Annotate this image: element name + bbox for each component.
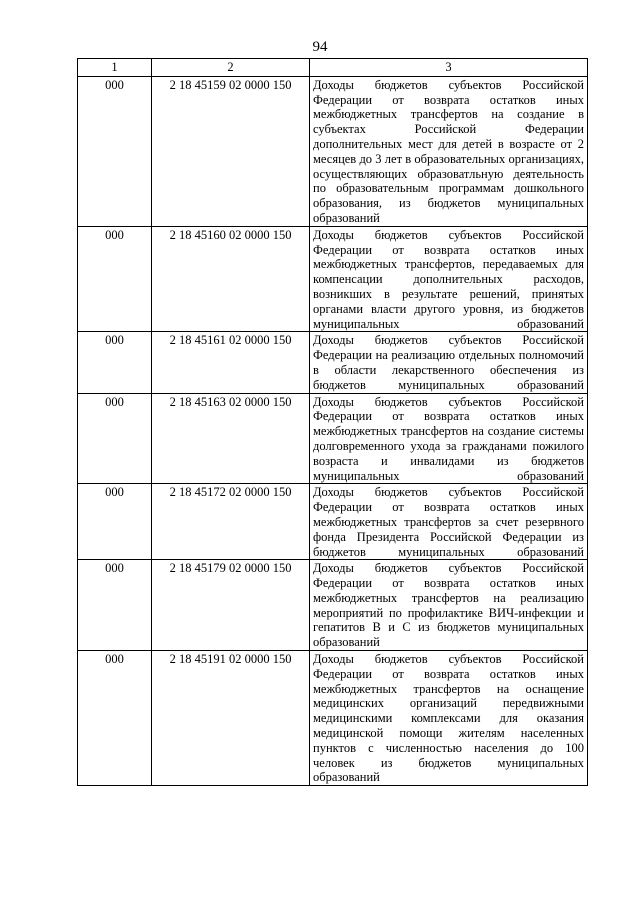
- budget-code-cell: 2 18 45163 02 0000 150: [152, 393, 310, 484]
- header-col-1: 1: [78, 59, 152, 77]
- income-name-text: Доходы бюджетов субъектов Российской Федерации от возврата остатков иных межбюджетных трансфертов на создание системы долговременного ухода за гражданами пожилого возраста и инвалидами из бюджетов муниципальных образований: [313, 394, 584, 483]
- budget-code-cell: 2 18 45160 02 0000 150: [152, 226, 310, 332]
- income-name-text: Доходы бюджетов субъектов Российской Федерации от возврата остатков иных межбюджетных трансфертов на создание в субъектах Российской Федерации дополнительных мест для детей в возрасте от 2 месяцев до 3 лет в образовательных организациях, осуществляющих образоватльную деятельность по образовательным программам дошкольного образования, из бюджетов муниципальных образований: [313, 77, 584, 225]
- admin-code-cell: 000: [78, 651, 152, 786]
- table-row: [78, 76, 588, 226]
- header-col-2: 2: [152, 59, 310, 77]
- income-name-cell: [310, 651, 588, 786]
- income-name-text: Доходы бюджетов субъектов Российской Федерации от возврата остатков иных межбюджетных трансфертов, передаваемых для компенсации дополнительных расходов, возникших в результате решений, принятых органами власти другого уровня, из бюджетов муниципальных образований: [313, 227, 584, 331]
- income-name-text: Доходы бюджетов субъектов Российской Федерации на реализацию отдельных полномочий в области лекарственного обеспечения из бюджетов муниципальных образований: [313, 333, 584, 392]
- table-row: [78, 560, 588, 651]
- table-row: [78, 393, 588, 484]
- budget-codes-table: [77, 58, 588, 786]
- budget-code-cell: 2 18 45179 02 0000 150: [152, 560, 310, 651]
- page-number: 94: [312, 39, 328, 55]
- income-name-cell: [310, 484, 588, 560]
- budget-code-cell: 2 18 45161 02 0000 150: [152, 332, 310, 393]
- income-name-cell: [310, 560, 588, 651]
- income-name-cell: [310, 332, 588, 393]
- income-name-cell: [310, 226, 588, 332]
- admin-code-cell: 000: [78, 332, 152, 393]
- admin-code-cell: 000: [78, 226, 152, 332]
- budget-code-cell: 2 18 45172 02 0000 150: [152, 484, 310, 560]
- table-row: [78, 484, 588, 560]
- table-row: [78, 651, 588, 786]
- income-name-cell: [310, 76, 588, 226]
- income-name-cell: [310, 393, 588, 484]
- income-name-text: Доходы бюджетов субъектов Российской Федерации от возврата остатков иных межбюджетных трансфертов за счет резервного фонда Президента Российской Федерации из бюджетов муниципальных образований: [313, 485, 584, 559]
- header-col-3: 3: [310, 59, 588, 77]
- income-name-text: Доходы бюджетов субъектов Российской Федерации от возврата остатков иных межбюджетных трансфертов на оснащение медицинских организаций передвижными медицинскими комплексами для оказания медицинской помощи жителям населенных пунктов с численностью населения до 100 человек из бюджетов муниципальных образований: [313, 652, 584, 785]
- admin-code-cell: 000: [78, 560, 152, 651]
- admin-code-cell: 000: [78, 76, 152, 226]
- table-row: [78, 226, 588, 332]
- budget-code-cell: 2 18 45191 02 0000 150: [152, 651, 310, 786]
- table-header-row: [78, 59, 588, 77]
- admin-code-cell: 000: [78, 393, 152, 484]
- budget-code-cell: 2 18 45159 02 0000 150: [152, 76, 310, 226]
- income-name-text: Доходы бюджетов субъектов Российской Федерации от возврата остатков иных межбюджетных трансфертов на реализацию мероприятий по профилактике ВИЧ-инфекции и гепатитов B и C из бюджетов муниципальных образований: [313, 561, 584, 650]
- table-row: [78, 332, 588, 393]
- admin-code-cell: 000: [78, 484, 152, 560]
